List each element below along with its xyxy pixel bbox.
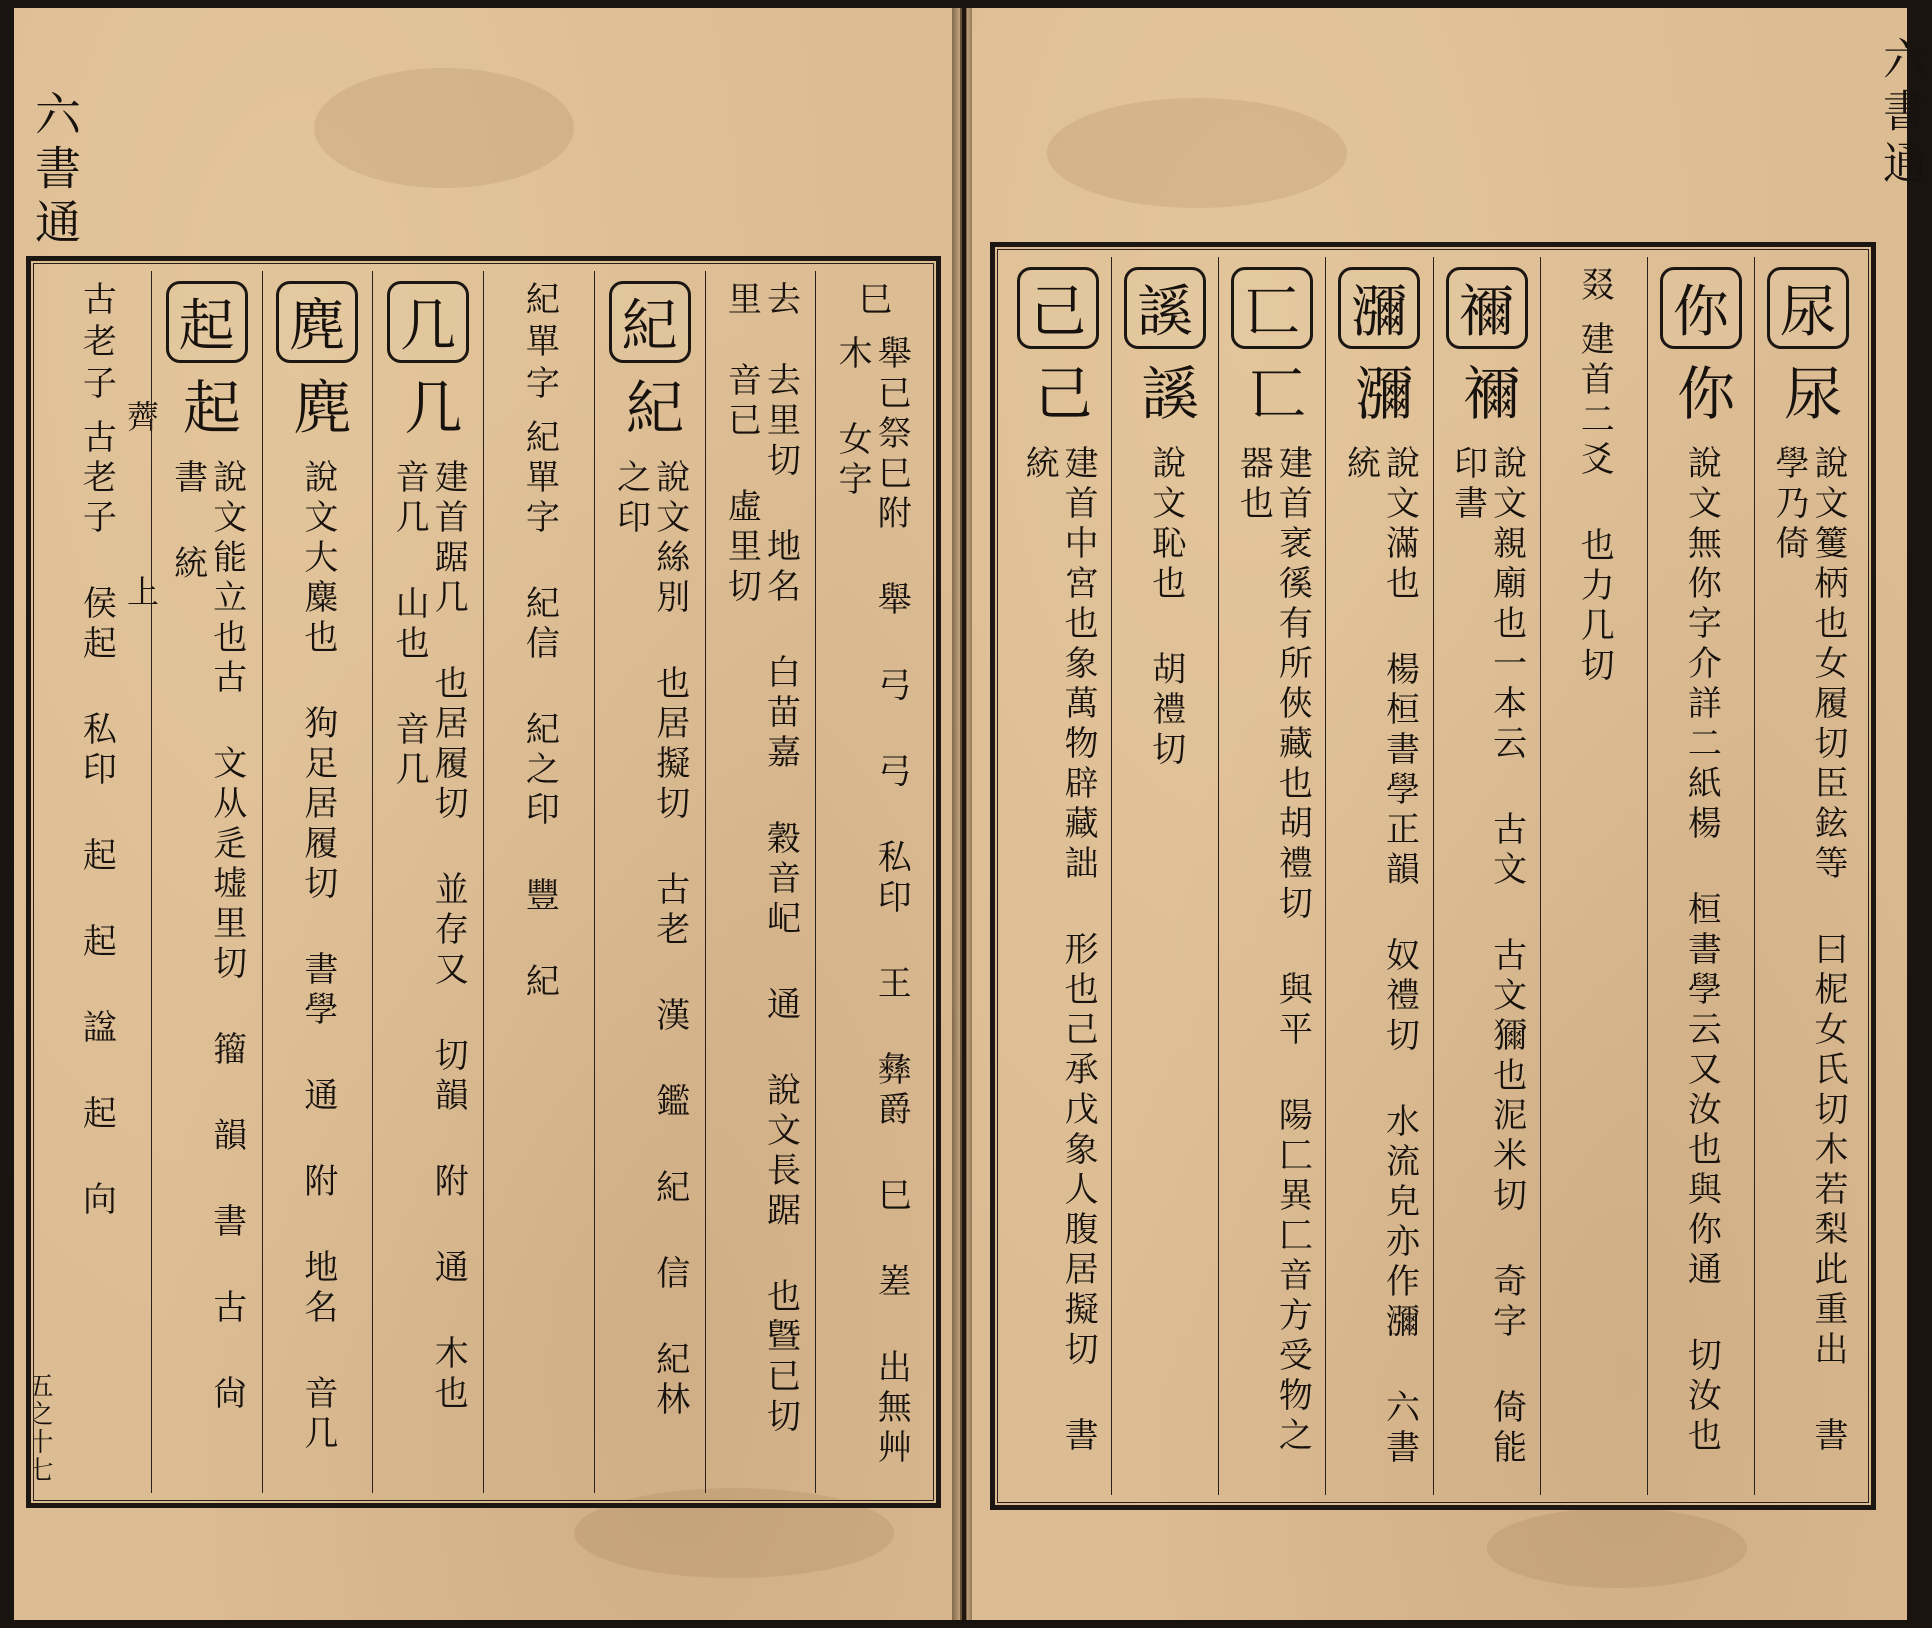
seal-forms: 古老子 [76, 281, 117, 407]
left-columns [41, 271, 926, 1493]
entry-annotation: 古老子 侯起 私印 起 起 諡 起 向 [76, 419, 117, 1221]
seal-forms: 起 [172, 377, 241, 447]
seal-forms: 紀 [615, 377, 684, 447]
rhyme-mark: 薺 [122, 400, 160, 440]
headword-box: 瀰 [1338, 267, 1420, 349]
paper-stain [314, 68, 574, 188]
entry-column [1325, 257, 1432, 1495]
book-gutter [952, 8, 972, 1620]
entry-annotation: 說文親廟也一本云 古文 古文獮也泥米切 奇字 倚能 印書 [1447, 445, 1527, 1469]
seal-forms: 去里 [721, 281, 801, 323]
left-margin-title: 六書通 [28, 90, 82, 252]
seal-forms: 尿 [1774, 363, 1843, 433]
entry-annotation: 說文絲別 也居擬切 古老 漢 鑑 紀 信 紀林 之印 [610, 459, 690, 1421]
entry-column [41, 271, 151, 1493]
entry-column [1218, 257, 1325, 1495]
seal-forms: 叕 [1574, 267, 1615, 309]
seal-forms: 瀰 [1345, 363, 1414, 433]
entry-column [594, 271, 705, 1493]
entry-annotation: 建首中宮也象萬物辟藏詘 形也己承戊象人腹居擬切 書 統 [1019, 445, 1099, 1457]
entry-annotation: 建首二爻 也力几切 [1574, 321, 1615, 687]
headword-box: 禰 [1446, 267, 1528, 349]
entry-column [151, 271, 262, 1493]
headword-box: 麂 [276, 281, 358, 363]
entry-column [483, 271, 594, 1493]
seal-forms: 巳 [851, 281, 892, 323]
headword-box: 謑 [1124, 267, 1206, 349]
seal-forms: 謑 [1131, 363, 1200, 433]
right-columns [1005, 257, 1861, 1495]
right-margin-title: 六書通 [1875, 36, 1926, 192]
entry-annotation: 紀單字 紀信 紀之印 豐 紀 [519, 419, 560, 1003]
entry-annotation: 說文恥也 胡禮切 [1145, 445, 1186, 771]
entry-column [1754, 257, 1861, 1495]
entry-annotation: 建首衺徯有所俠藏也胡禮切 與平 陽匚異匚音方受物之器也 [1233, 445, 1313, 1457]
seal-forms: 匸 [1238, 363, 1307, 433]
headword-box: 紀 [609, 281, 691, 363]
seal-forms: 你 [1667, 363, 1736, 433]
entry-annotation: 說文能立也古 文从辵墟里切 籀 韻 書 古 尙 書 統 [167, 459, 247, 1415]
right-text-frame [990, 242, 1876, 1510]
seal-forms: 几 [394, 377, 463, 447]
seal-forms: 己 [1024, 363, 1093, 433]
entry-annotation: 舉已祭巳附 舉 弓 弓 私印 王 彝爵 巳 嵳 出無艸木 女字 [832, 335, 912, 1469]
entry-annotation: 說文無你字介詳二紙楊 桓書學云又汝也與你通 切汝也 [1681, 445, 1722, 1457]
paper-stain [1047, 98, 1347, 208]
headword-box: 匸 [1231, 267, 1313, 349]
left-text-frame [26, 256, 941, 1508]
entry-column [705, 271, 816, 1493]
entry-column [815, 271, 926, 1493]
headword-box: 尿 [1767, 267, 1849, 349]
entry-annotation: 去里切 地名 白苗嘉 穀音屺 通 說文長踞 也曁已切 音已 虛里切 [721, 362, 801, 1439]
entry-annotation: 說文滿也 楊桓書學正韻 奴禮切 水流皃亦作瀰 六書 統 [1340, 445, 1420, 1469]
entry-column [1540, 257, 1647, 1495]
entry-column [372, 271, 483, 1493]
entry-column [1647, 257, 1754, 1495]
entry-column [1005, 257, 1111, 1495]
headword-box: 己 [1017, 267, 1099, 349]
entry-annotation: 說文大麋也 狗足居履切 書學 通 附 地名 音几 [297, 459, 338, 1455]
headword-box: 起 [166, 281, 248, 363]
entry-annotation: 說文籆柄也女履切臣鉉等 曰柅女氏切木若梨此重出 書學乃倚 [1768, 445, 1849, 1457]
folio-number: 五之十七 [23, 1372, 53, 1484]
seal-forms: 禰 [1452, 363, 1521, 433]
paper-stain [1487, 1508, 1747, 1588]
entry-column [1433, 257, 1540, 1495]
volume-mark: 上 [122, 575, 160, 615]
seal-forms: 麂 [283, 377, 352, 447]
seal-forms: 紀單字 [519, 281, 560, 407]
entry-column [1111, 257, 1218, 1495]
headword-box: 你 [1660, 267, 1742, 349]
entry-column [262, 271, 373, 1493]
entry-annotation: 建首踞几 也居履切 並存又 切韻 附 通 木也 音几 山也 音几 [389, 459, 469, 1415]
headword-box: 几 [387, 281, 469, 363]
